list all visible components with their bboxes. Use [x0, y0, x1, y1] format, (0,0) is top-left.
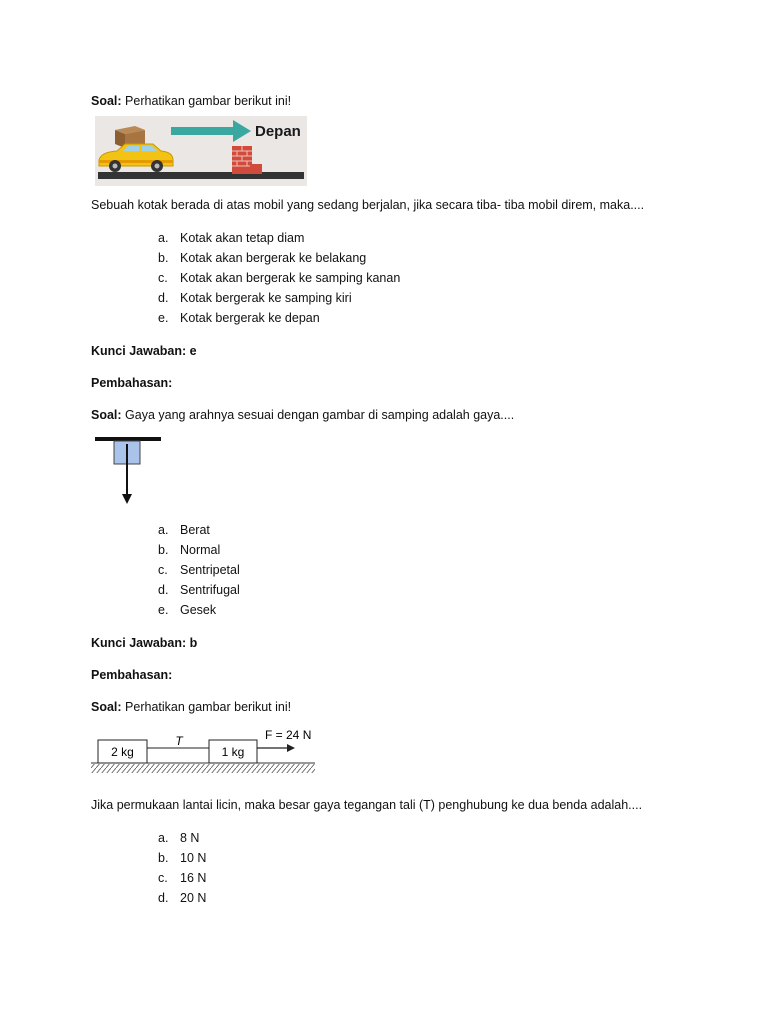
ground-bar [98, 172, 304, 179]
q2-discussion: Pembahasan: [91, 668, 173, 682]
arrow-down-icon [122, 494, 132, 504]
q3-options [158, 828, 691, 908]
q3-stem: Jika permukaan lantai licin, maka besar gaya tegangan tali (T) penghubung ke dua benda adalah.... [91, 798, 643, 812]
list-item: e. Kotak bergerak ke depan [158, 311, 320, 325]
q1-options [158, 228, 691, 328]
q2-figure-force-diagram [91, 434, 171, 506]
q2-text: Gaya yang arahnya sesuai dengan gambar di samping adalah gaya.... [125, 408, 515, 422]
list-item: b. Kotak akan bergerak ke belakang [158, 251, 367, 265]
list-item: a. Kotak akan tetap diam [158, 231, 305, 245]
force-label: F = 24 N [265, 728, 312, 742]
q2-label: Soal: [91, 408, 122, 422]
q2-title [91, 406, 691, 424]
arrow-right-icon [287, 744, 295, 752]
list-item: e. Gesek [158, 603, 217, 617]
q1-answer-key: Kunci Jawaban: e [91, 344, 197, 358]
block-2kg-label: 2 kg [111, 745, 134, 759]
q3-text: Perhatikan gambar berikut ini! [125, 700, 292, 714]
q1-discussion: Pembahasan: [91, 376, 173, 390]
list-item: c. 16 N [158, 871, 207, 885]
list-item: a. 8 N [158, 831, 200, 845]
q3-title [91, 698, 691, 716]
list-item: d. Kotak bergerak ke samping kiri [158, 291, 352, 305]
q1-figure-car-box [95, 116, 307, 186]
ceiling-bar [95, 437, 161, 441]
q1-label: Soal: [91, 94, 122, 108]
block-1kg-label: 1 kg [221, 745, 245, 759]
q1-figure-label: Depan [255, 123, 301, 140]
q1-text: Perhatikan gambar berikut ini! [125, 94, 292, 108]
list-item: d. 20 N [158, 891, 207, 905]
q3-label: Soal: [91, 700, 122, 714]
list-item: c. Sentripetal [158, 563, 240, 577]
q1-stem: Sebuah kotak berada di atas mobil yang sedang berjalan, jika secara tiba- tiba mobil direm, maka.... [91, 198, 645, 212]
list-item: c. Kotak akan bergerak ke samping kanan [158, 271, 401, 285]
document [91, 92, 691, 908]
q2-answer-key: Kunci Jawaban: b [91, 636, 198, 650]
q1-title [91, 92, 691, 110]
list-item: a. Berat [158, 523, 210, 537]
list-item: b. 10 N [158, 851, 207, 865]
q3-figure-blocks [91, 726, 321, 782]
tension-label: T [175, 734, 183, 748]
q2-options [158, 520, 691, 620]
floor-hatch [91, 764, 315, 773]
list-item: b. Normal [158, 543, 221, 557]
list-item: d. Sentrifugal [158, 583, 240, 597]
